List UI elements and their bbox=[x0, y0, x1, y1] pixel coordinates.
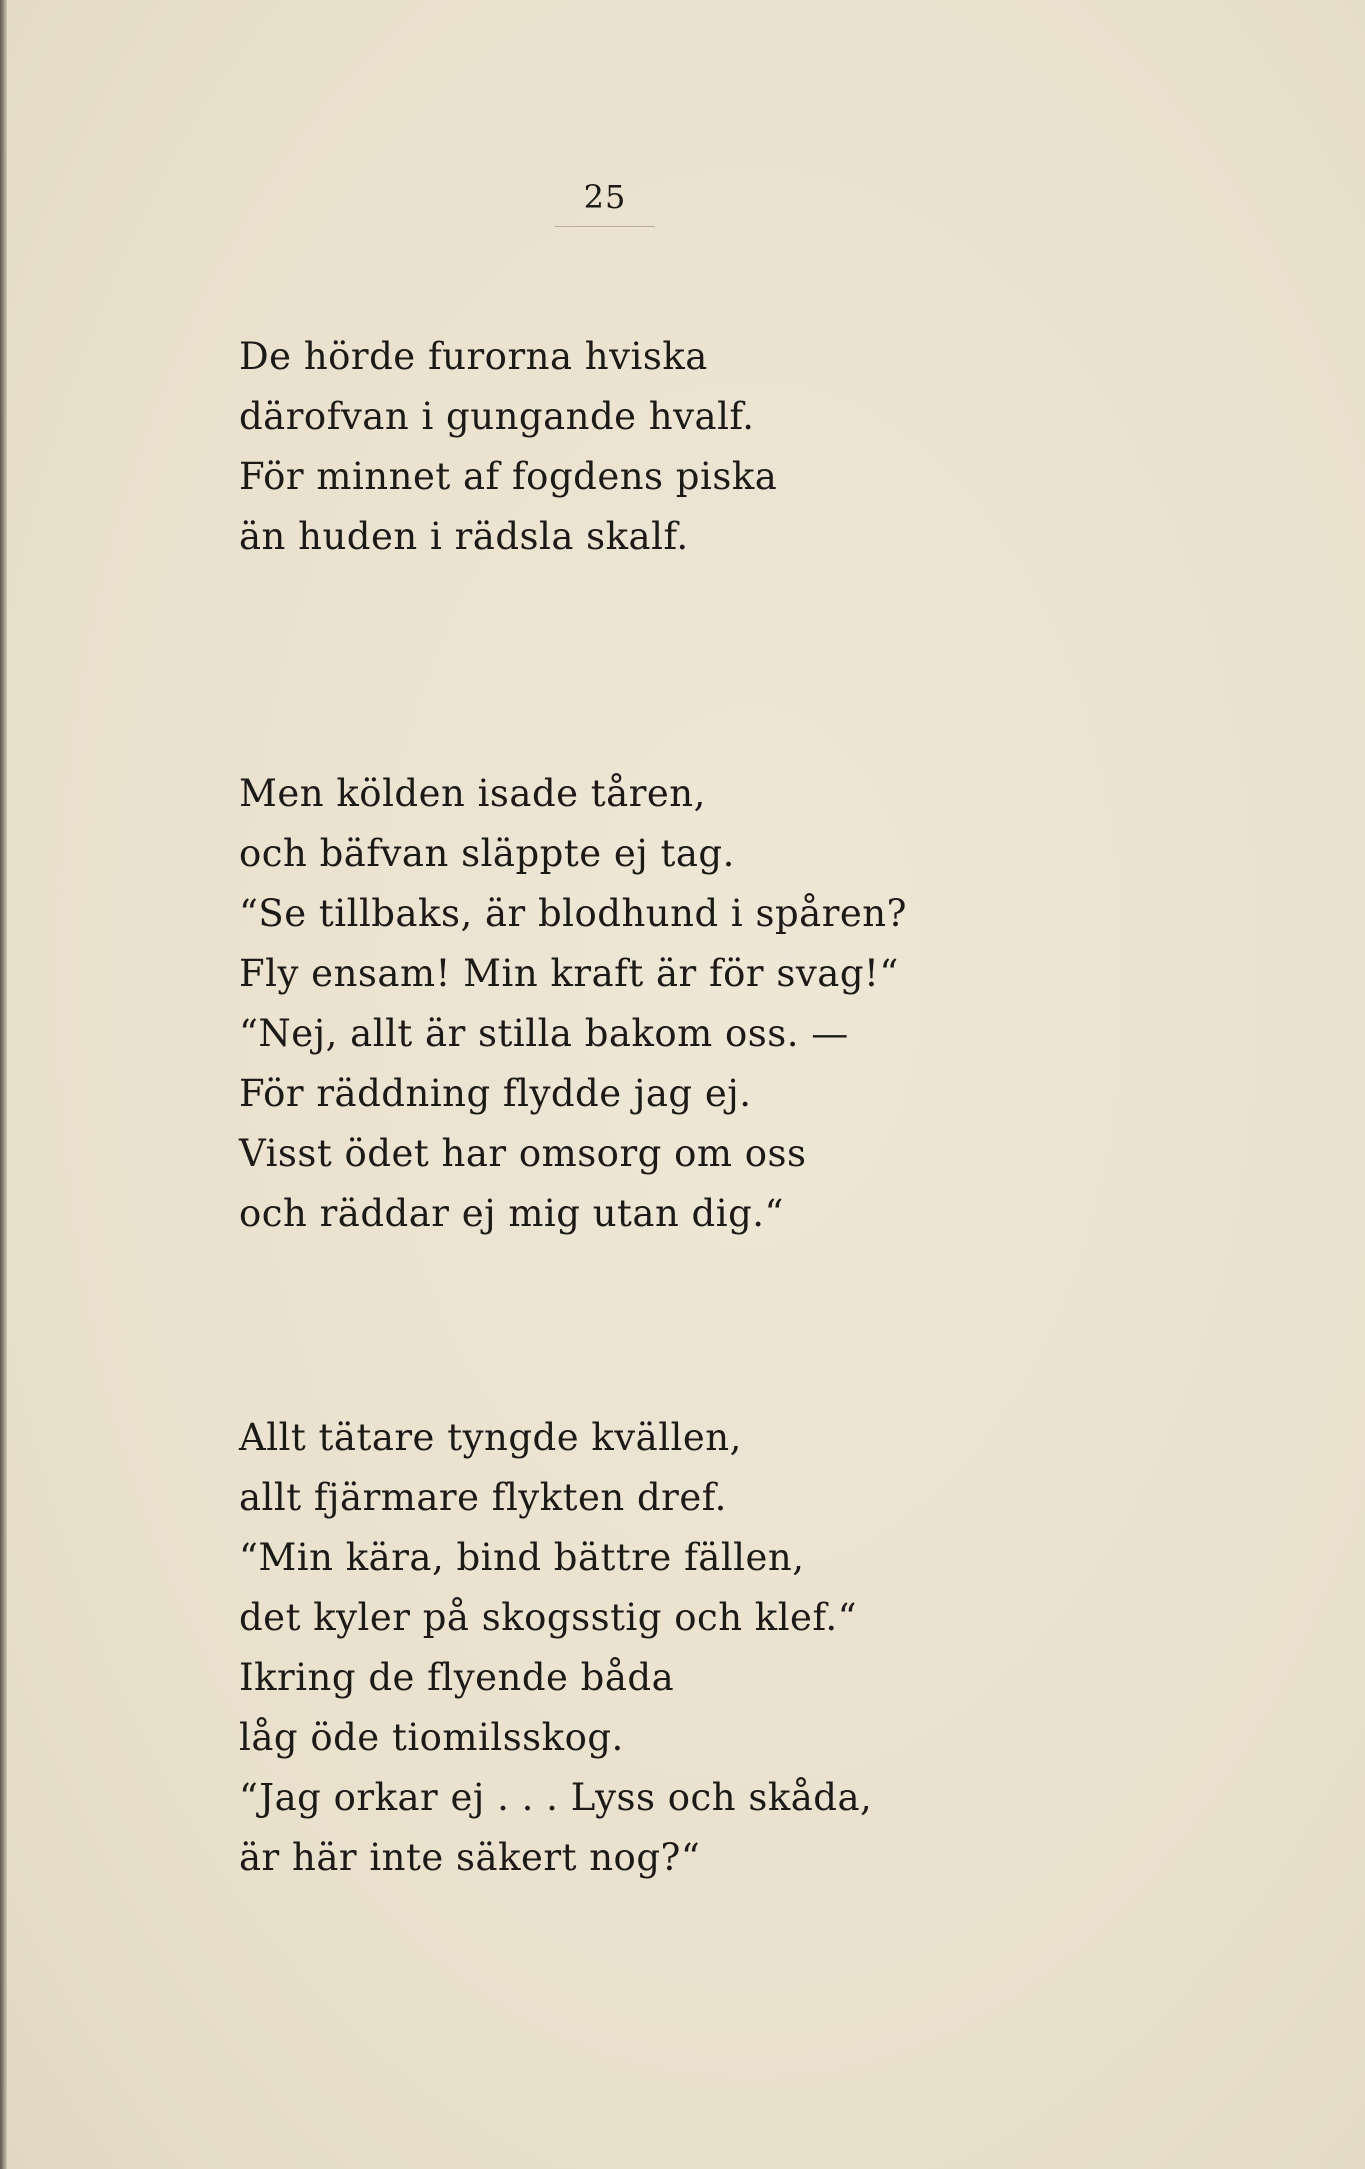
verse-line: än huden i rädsla skalf. bbox=[239, 515, 689, 558]
verse-line: allt fjärmare flykten dref. bbox=[239, 1476, 727, 1519]
page-number-rule bbox=[555, 226, 655, 227]
verse-line: “Jag orkar ej . . . Lyss och skåda, bbox=[239, 1776, 873, 1819]
verse-line: och räddar ej mig utan dig.“ bbox=[239, 1192, 784, 1235]
verse-line: därofvan i gungande hvalf. bbox=[239, 395, 755, 438]
verse-line: låg öde tiomilsskog. bbox=[239, 1716, 624, 1759]
verse-line: Allt tätare tyngde kvällen, bbox=[239, 1416, 742, 1459]
verse-line: “Min kära, bind bättre fällen, bbox=[239, 1536, 805, 1579]
verse-line: Visst ödet har omsorg om oss bbox=[239, 1132, 807, 1175]
verse-line: Fly ensam! Min kraft är för svag!“ bbox=[239, 952, 899, 995]
verse-line: är här inte säkert nog?“ bbox=[239, 1836, 701, 1879]
page-number: 25 bbox=[583, 178, 627, 216]
verse-line: det kyler på skogsstig och klef.“ bbox=[239, 1596, 858, 1639]
verse-line: Ikring de flyende båda bbox=[239, 1656, 675, 1699]
binding-edge bbox=[0, 0, 7, 2169]
stanza-1 bbox=[239, 327, 777, 567]
verse-line: och bäfvan släppte ej tag. bbox=[239, 832, 735, 875]
verse-line: “Nej, allt är stilla bakom oss. — bbox=[239, 1012, 849, 1055]
verse-line: De hörde furorna hviska bbox=[239, 335, 708, 378]
verse-line: För räddning flydde jag ej. bbox=[239, 1072, 752, 1115]
stanza-2 bbox=[239, 764, 907, 1244]
verse-line: För minnet af fogdens piska bbox=[239, 455, 778, 498]
verse-line: “Se tillbaks, är blodhund i spåren? bbox=[239, 892, 907, 935]
stanza-3 bbox=[239, 1408, 872, 1888]
verse-line: Men kölden isade tåren, bbox=[239, 772, 706, 815]
